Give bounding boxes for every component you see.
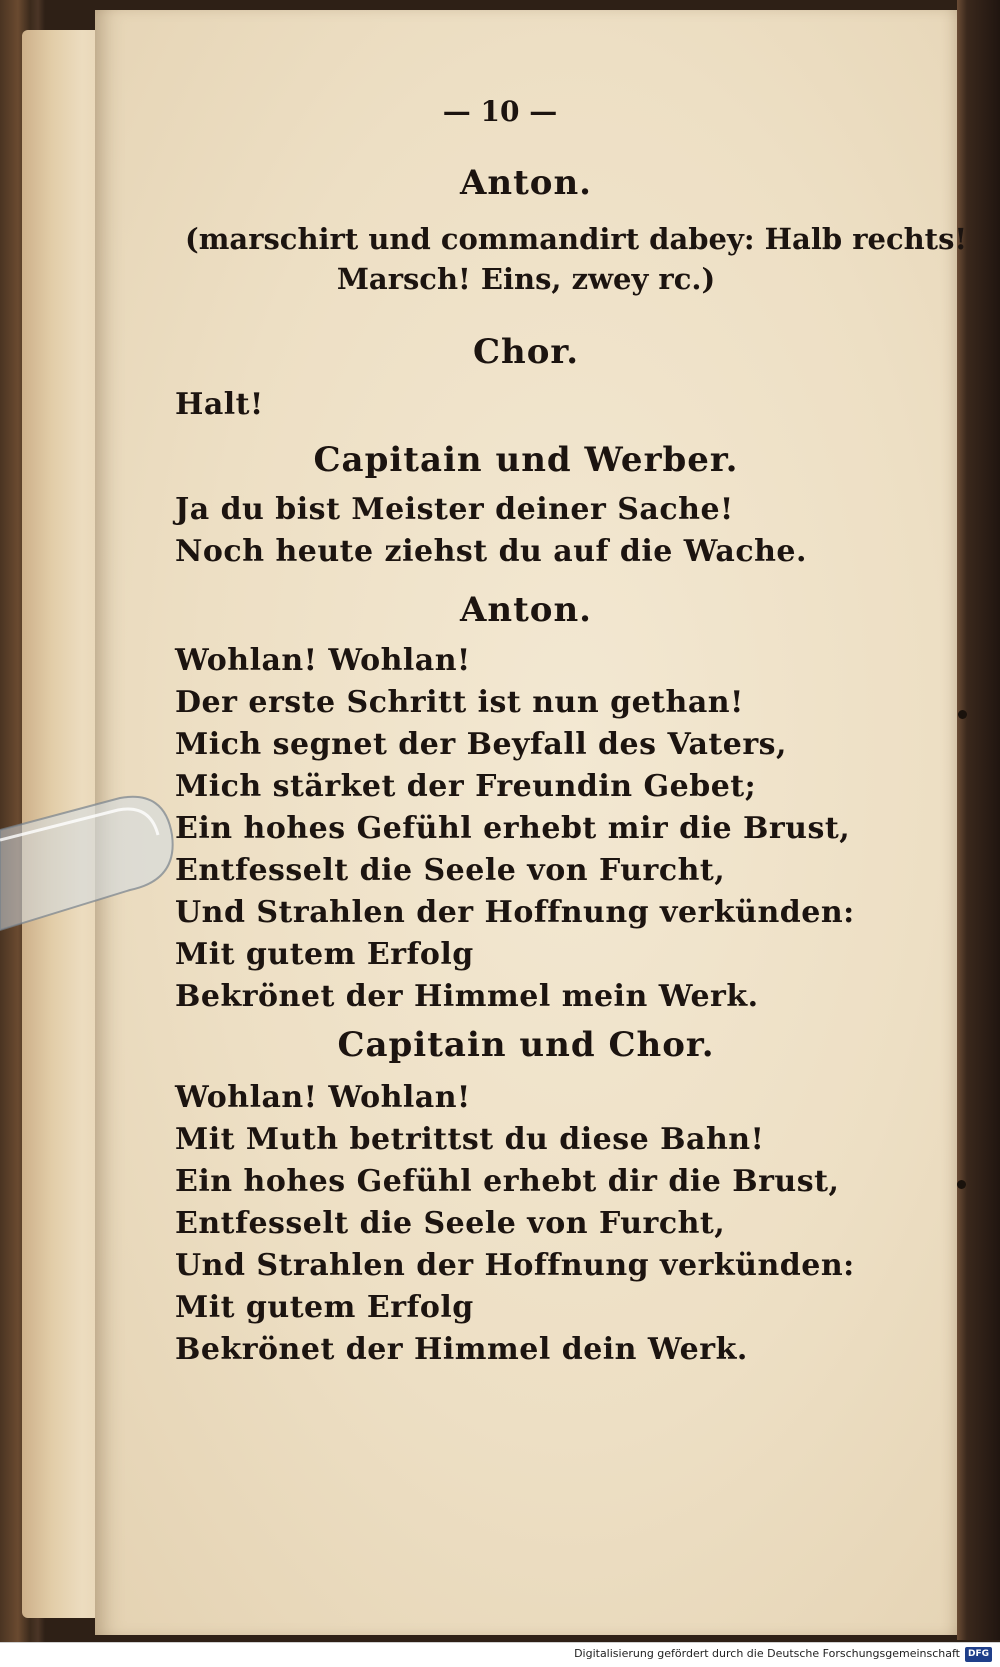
page-clip-icon <box>0 790 180 940</box>
verse-line: Noch heute ziehst du auf die Wache. <box>175 534 807 569</box>
verse-line: Mich stärket der Freundin Gebet; <box>175 769 757 804</box>
speaker-heading: Anton. <box>459 590 593 630</box>
verse-line: Ja du bist Meister deiner Sache! <box>175 492 734 527</box>
verse-line: Und Strahlen der Hoffnung verkünden: <box>175 1248 855 1283</box>
verse-line: Entfesselt die Seele von Furcht, <box>175 853 726 888</box>
speaker-heading: Capitain und Chor. <box>337 1025 715 1065</box>
speaker-heading: Capitain und Werber. <box>313 440 739 480</box>
verse-line: Entfesselt die Seele von Furcht, <box>175 1206 726 1241</box>
verse-line: Mit gutem Erfolg <box>175 937 474 972</box>
verse-line: Der erste Schritt ist nun gethan! <box>175 685 744 720</box>
verse-line: Wohlan! Wohlan! <box>175 643 471 678</box>
verse-line: Mit gutem Erfolg <box>175 1290 474 1325</box>
verse-line: Bekrönet der Himmel mein Werk. <box>175 979 759 1014</box>
footer-credit: Digitalisierung gefördert durch die Deutsche Forschungsgemeinschaft <box>574 1647 960 1660</box>
verse-line: Mit Muth betrittst du diese Bahn! <box>175 1122 765 1157</box>
verse-line: Und Strahlen der Hoffnung verkünden: <box>175 895 855 930</box>
speaker-heading: Chor. <box>472 332 580 372</box>
dfg-logo: DFG <box>965 1647 992 1662</box>
stage-direction: Marsch! Eins, zwey rc.) <box>336 262 716 296</box>
footer-bar <box>0 1642 1000 1667</box>
speaker-heading: Anton. <box>459 163 593 203</box>
verse-line: Bekrönet der Himmel dein Werk. <box>175 1332 748 1367</box>
verse-line: Wohlan! Wohlan! <box>175 1080 471 1115</box>
verse-line: Ein hohes Gefühl erhebt dir die Brust, <box>175 1164 840 1199</box>
verse-line: Mich segnet der Beyfall des Vaters, <box>175 727 787 762</box>
verse-line: Halt! <box>175 387 264 422</box>
verse-line: Ein hohes Gefühl erhebt mir die Brust, <box>175 811 851 846</box>
page-number: — 10 — <box>442 95 558 128</box>
stage-direction: (marschirt und commandirt dabey: Halb rechts! <box>185 222 968 256</box>
